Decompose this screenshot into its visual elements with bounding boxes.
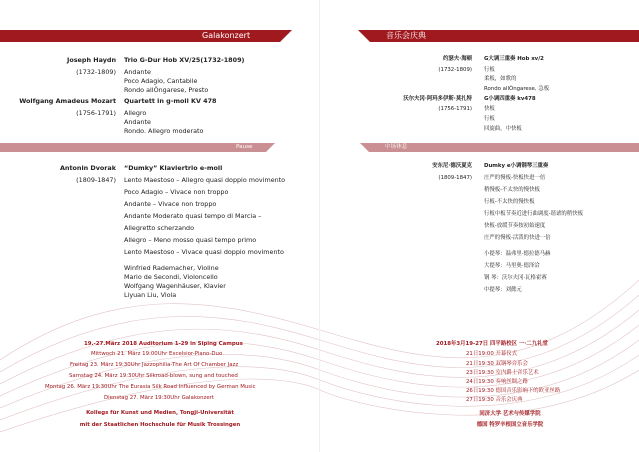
movement-cn: 回旋曲，中快板 xyxy=(484,126,522,132)
movement: Allegro – Meno mosso quasi tempo primo xyxy=(124,236,257,244)
movement-cn: 行板-不太快的慢快板 xyxy=(484,199,535,205)
movement-cn: 快板 xyxy=(484,106,495,112)
work-title-haydn-cn: G大调三重奏 Hob xv/2 xyxy=(484,56,544,62)
composer-dvorak: Antonin Dvorak xyxy=(59,164,116,172)
movement-cn: 稍慢板-不太快的慢快板 xyxy=(484,187,540,193)
performer-cn: 中提琴：刘懿元 xyxy=(484,287,522,293)
festival-event-cn: 21日19:00 开幕仪式 xyxy=(466,351,518,357)
movement: Andante xyxy=(124,118,151,126)
left-pause-notch xyxy=(266,143,275,152)
left-header-bar xyxy=(0,30,280,42)
performer: Liyuan Liu, Viola xyxy=(124,291,177,299)
right-header-title: 音乐会庆典 xyxy=(386,31,426,40)
performer: Wolfgang Wagenhäuser, Klavier xyxy=(124,282,226,290)
composer-haydn-cn: 约瑟夫·海顿 xyxy=(442,56,472,62)
composer-years-mozart-cn: (1756-1791) xyxy=(438,106,472,112)
movement: Andante Moderato quasi tempo di Marcia – xyxy=(124,212,262,220)
left-header-title: Galakonzert xyxy=(202,31,251,40)
movement-cn: 行板中板节奏近进行曲调度-谐谑的稍快板 xyxy=(484,211,583,217)
organizer-1: Kollegs für Kunst und Medien, Tongji-Universität xyxy=(86,410,234,416)
composer-mozart-cn: 沃尔夫冈·阿玛多伊斯·莫扎特 xyxy=(403,96,472,102)
performer: Mario de Secondi, Violoncello xyxy=(124,273,218,281)
left-pause-bar xyxy=(0,143,266,152)
festival-event-cn: 23日19:30 室内爵士音乐艺术 xyxy=(466,370,539,376)
organizer-2-cn: 德国 特罗辛根国立音乐学院 xyxy=(476,422,544,428)
movement: Allegretto scherzando xyxy=(124,224,195,232)
work-title-mozart: Quartett in g-moll KV 478 xyxy=(124,97,217,105)
left-header-notch xyxy=(280,30,292,42)
movement-cn: 快板-放缓节奏按初始速度 xyxy=(484,223,546,229)
movement-cn: 行板 xyxy=(484,67,495,73)
work-title-haydn: Trio G-Dur Hob XV/25(1732-1809) xyxy=(124,56,245,64)
festival-title: 19.-27.März 2018 Auditorium 1-29 in Siping Campus xyxy=(84,341,243,347)
movement: Rondo allÒngarese, Presto xyxy=(124,86,209,94)
right-pause-bar xyxy=(369,143,639,152)
movement-cn: 柔板，如歌的 xyxy=(484,76,517,82)
right-header-notch xyxy=(358,30,370,42)
festival-event: Samstag 24. März 19:30Uhr Silkroad-blown, sung and touched xyxy=(69,373,238,379)
festival-event-cn: 24日19:30 奏响丝绸之路 xyxy=(466,379,528,385)
festival-event-cn: 26日19:30 德国音乐影响下的欧亚丝路 xyxy=(466,388,561,394)
pause-label-cn: 中场休息 xyxy=(385,144,408,150)
performer-cn: 大提琴：马里奥·德泽洽 xyxy=(484,263,540,269)
festival-event: Freitag 23. März 19:30Uhr Jazzophilia-The Art Of Chamber Jazz xyxy=(70,362,239,368)
movement-cn: 庄严的慢板-快板快进一倍 xyxy=(484,175,546,181)
movement: Rondo. Allegro moderato xyxy=(124,127,204,135)
festival-event-cn: 27日19:30 音乐会庆典 xyxy=(466,397,523,403)
performer-cn: 小提琴：温弗里·德拉德马赫 xyxy=(484,251,551,257)
work-title-mozart-cn: G小调四重奏 kv478 xyxy=(484,96,536,102)
work-title-dvorak: “Dumky” Klaviertrio e-moll xyxy=(124,164,223,172)
pause-label: Pause xyxy=(236,144,253,150)
movement-cn: 行板 xyxy=(484,116,495,122)
festival-event: Mittwoch 21. März 19:00Uhr Excelsior-Piano-Duo xyxy=(91,351,223,357)
festival-event-cn: 21日19:30 双钢琴音乐会 xyxy=(466,361,528,367)
work-title-dvorak-cn: Dumky e小调钢琴三重奏 xyxy=(484,163,549,169)
festival-title-cn: 2018年3月19-27日 四平路校区 一·二九礼堂 xyxy=(436,341,548,347)
composer-years-dvorak-cn: (1809-1847) xyxy=(438,175,472,181)
composer-dvorak-cn: 安东尼·德沃夏克 xyxy=(432,163,472,169)
composer-mozart: Wolfgang Amadeus Mozart xyxy=(19,97,116,105)
composer-years-haydn: (1732-1809) xyxy=(76,68,116,76)
festival-event: Montag 26. März 19:30Uhr The Eurasia Silk Road Influenced by German Music xyxy=(45,384,256,390)
movement: Poco Adagio, Cantabile xyxy=(124,77,198,85)
organizer-1-cn: 同济大学 艺术与传媒学院 xyxy=(479,411,541,417)
movement: Poco Adagio – Vivace non troppo xyxy=(124,188,229,196)
movement: Lento Maestoso – Allegro quasi doppio movimento xyxy=(124,176,286,184)
movement: Allegro xyxy=(124,109,147,117)
festival-event: Dienstag 27. März 19:30Uhr Galakonzert xyxy=(104,395,214,401)
performer-cn: 钢 琴：沃尔夫冈·瓦格霍赛 xyxy=(484,275,547,281)
movement: Andante xyxy=(124,68,151,76)
right-pause-notch xyxy=(360,143,369,152)
page-fold-divider xyxy=(319,0,320,452)
movement-cn: 庄严的慢板-活泼的快进一倍 xyxy=(484,235,551,241)
composer-years-haydn-cn: (1732-1809) xyxy=(438,67,472,73)
right-header-bar xyxy=(370,30,639,42)
performer: Winfried Rademacher, Violine xyxy=(124,264,219,272)
organizer-2: mit der Staatlichen Hochschule für Musik Trossingen xyxy=(79,422,241,428)
composer-years-mozart: (1756-1791) xyxy=(76,109,116,117)
composer-haydn: Joseph Haydn xyxy=(66,56,116,64)
composer-years-dvorak: (1809-1847) xyxy=(76,176,116,184)
movement: Andante – Vivace non troppo xyxy=(124,200,217,208)
movement-cn: Rondo allÒngarese, 急板 xyxy=(484,86,550,92)
movement: Lento Maestoso – Vivace quasi doppio movimento xyxy=(124,248,284,256)
